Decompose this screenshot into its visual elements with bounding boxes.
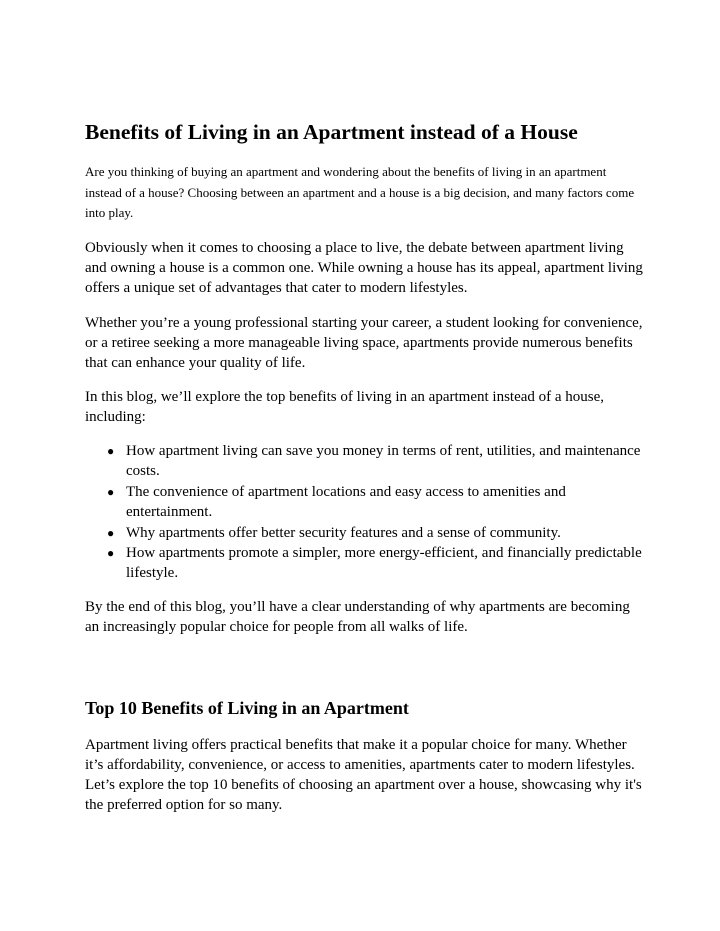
list-item-text: The convenience of apartment locations and easy access to amenities and entertainment. (126, 483, 566, 521)
bullet-icon: ● (107, 525, 115, 540)
list-item-text: Why apartments offer better security features and a sense of community. (126, 524, 561, 541)
section-heading: Top 10 Benefits of Living in an Apartment (85, 698, 409, 718)
list-item-text: How apartment living can save you money in terms of rent, utilities, and maintenance costs. (126, 443, 641, 480)
bullet-icon: ● (107, 546, 115, 561)
body-paragraph: In this blog, we’ll explore the top benefits of living in an apartment instead of a house, including: (85, 389, 605, 425)
list-item (85, 543, 645, 584)
list-item (85, 482, 645, 523)
list-item (85, 523, 645, 543)
document-title: Benefits of Living in an Apartment instead of a House (85, 120, 578, 144)
intro-paragraph: Are you thinking of buying an apartment and wondering about the benefits of living in an apartment instead of a house? Choosing between an apartment and a house is a big decision, and many factors come into play. (85, 164, 635, 220)
bullet-icon: ● (107, 444, 115, 458)
benefits-list (85, 441, 645, 584)
body-paragraph: Whether you’re a young professional starting your career, a student looking for convenience, or a retiree seeking a more manageable living space, apartments provide numerous benefits that can enhance your quality of life. (85, 315, 643, 371)
closing-paragraph: By the end of this blog, you’ll have a clear understanding of why apartments are becoming an increasingly popular choice for people from all walks of life. (85, 599, 630, 635)
body-paragraph: Obviously when it comes to choosing a place to live, the debate between apartment living and owning a house is a common one. While owning a house has its appeal, apartment living offers a unique set of advantages that cater to modern lifestyles. (85, 240, 643, 296)
list-item (85, 441, 645, 482)
bullet-icon: ● (107, 484, 115, 499)
list-item-text: How apartments promote a simpler, more energy-efficient, and financially predictable lifestyle. (126, 545, 642, 582)
section-paragraph: Apartment living offers practical benefits that make it a popular choice for many. Whether it’s affordability, convenience, or access to amenities, apartments cater to modern lifestyles. Let’s explore the top 10 benefits of choosing an apartment over a house, showcasing why it's the preferred option for so many. (85, 737, 642, 813)
